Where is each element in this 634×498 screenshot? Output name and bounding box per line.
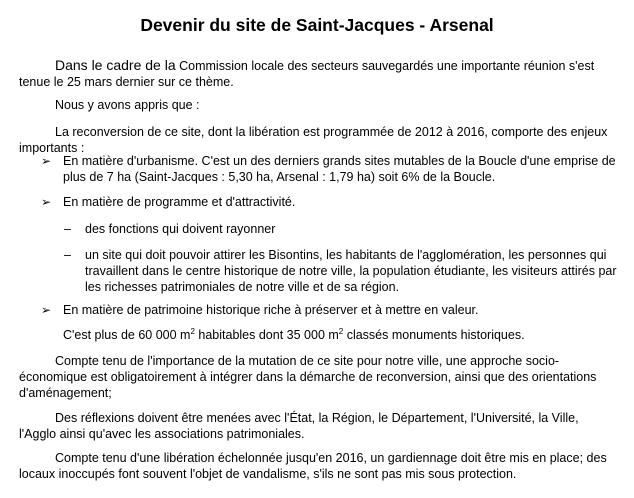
dash-bullet-icon: – — [64, 248, 71, 262]
surface-sup1: 2 — [190, 326, 195, 336]
dash-attirer-text: un site qui doit pouvoir attirer les Bisontins, les habitants de l'agglomération, les personnes qui travaillent dans le centre historique de notre ville, la population étudiante, les visiteurs attirés par les richesses patrimoniales de notre ville et de sa région. — [85, 248, 617, 294]
surface-sup2: 2 — [338, 326, 344, 336]
bullet-patrimoine-text: En matière de patrimoine historique riche à préserver et à mettre en valeur. — [63, 303, 479, 317]
arrowhead-bullet-icon: ➢ — [41, 154, 52, 168]
reflexions-paragraph: Des réflexions doivent être menées avec l'État, la Région, le Département, l'Université, la Ville, l'Agglo ainsi qu'avec les associations patrimoniales. — [19, 411, 579, 441]
compte-tenu-paragraph: Compte tenu de l'importance de la mutation de ce site pour notre ville, une approche socio-économique est obligatoirement à intégrer dans la démarche de reconversion, ainsi que des orientations d'aménagement; — [19, 354, 597, 400]
learned-paragraph: Nous y avons appris que : — [55, 98, 200, 112]
surface-part3: classés monuments historiques. — [343, 328, 525, 342]
intro-lead: Dans le cadre de la — [55, 57, 176, 73]
bullet-programme-text: En matière de programme et d'attractivité. — [63, 195, 296, 209]
bullet-urbanisme-text: En matière d'urbanisme. C'est un des derniers grands sites mutables de la Boucle d'une emprise de plus de 7 ha (Saint-Jacques : 5,30 ha, Arsenal : 1,79 ha) soit 6% de la Boucle. — [63, 154, 616, 184]
dash-fonctions-text: des fonctions qui doivent rayonner — [85, 222, 276, 236]
surface-line — [63, 327, 525, 343]
dash-bullet-icon: – — [64, 222, 71, 236]
gardiennage-paragraph: Compte tenu d'une libération échelonnée jusqu'en 2016, un gardiennage doit être mis en place; des locaux inoccupés font souvent l'objet de vandalisme, s'ils ne sont pas mis sous protection. — [19, 451, 607, 481]
arrowhead-bullet-icon: ➢ — [41, 195, 52, 209]
reconversion-paragraph: La reconversion de ce site, dont la libération est programmée de 2012 à 2016, comporte des enjeux importants : — [19, 125, 608, 155]
surface-part2: habitables dont 35 000 m — [194, 328, 339, 342]
intro-rest: Commission locale des secteurs sauvegardés une importante réunion s'est tenue le 25 mars dernier sur ce thème. — [19, 59, 595, 89]
arrowhead-bullet-icon: ➢ — [41, 303, 52, 317]
document-title: Devenir du site de Saint-Jacques - Arsenal — [140, 15, 494, 35]
surface-part1: C'est plus de 60 000 m — [63, 328, 191, 342]
intro-paragraph — [19, 57, 619, 90]
